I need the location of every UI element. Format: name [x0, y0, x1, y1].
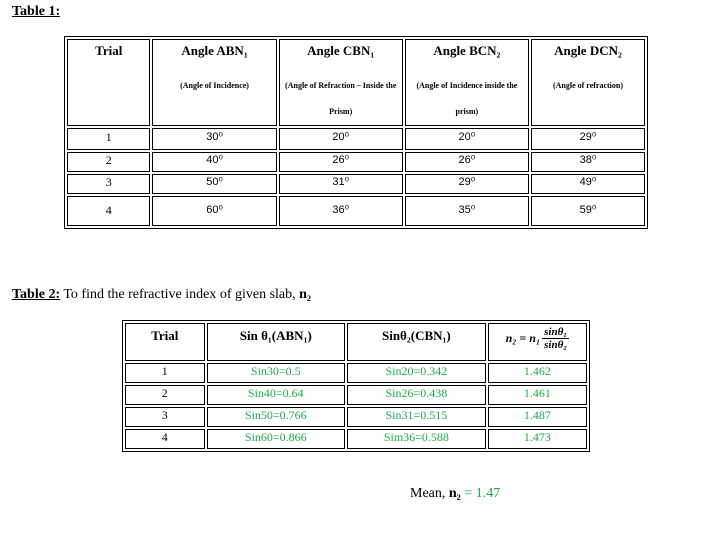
table-cell: Sin30=0.5	[207, 363, 345, 383]
table-cell: 38⁰	[531, 152, 645, 172]
header-label: Angle CBN₁	[307, 43, 375, 58]
table-cell: 26⁰	[279, 152, 403, 172]
table1-header-dcn2	[531, 39, 645, 126]
table-cell: 40⁰	[152, 152, 276, 172]
header-label: Angle ABN₁	[181, 43, 248, 58]
mean-label: Mean,	[410, 486, 449, 501]
table-cell: 1.473	[488, 429, 587, 449]
table2-header-formula	[488, 323, 587, 361]
table-row	[67, 196, 645, 226]
table-cell: Sin20=0.342	[347, 363, 486, 383]
mean-refractive-index	[410, 486, 500, 502]
table-cell: 20⁰	[405, 128, 529, 150]
table1	[64, 36, 648, 229]
table1-title: Table 1:	[12, 4, 61, 19]
table2-title	[12, 287, 311, 303]
table-cell: Sin26=0.438	[347, 385, 486, 405]
table-cell: 50⁰	[152, 174, 276, 194]
header-label: Angle BCN₂	[433, 43, 501, 58]
table-cell: 3	[125, 407, 205, 427]
formula-numerator: sinθ₁	[544, 326, 568, 338]
table-row	[125, 363, 587, 383]
table-cell: 2	[67, 152, 150, 172]
table2-header-sin1: Sin θ₁(ABN₁)	[207, 323, 345, 361]
formula-fraction	[542, 326, 569, 351]
table-cell: 36⁰	[279, 196, 403, 226]
table-cell: 49⁰	[531, 174, 645, 194]
header-sublabel: (Angle of Incidence inside the prism)	[416, 81, 518, 116]
table-cell: 1.462	[488, 363, 587, 383]
formula-lhs: n₂ = n₁	[505, 331, 541, 345]
formula-denominator: sinθ₂	[544, 339, 568, 351]
table-cell: Sin40=0.64	[207, 385, 345, 405]
table-cell: 59⁰	[531, 196, 645, 226]
table-cell: 26⁰	[405, 152, 529, 172]
table2-title-text: To find the refractive index of given slab,	[63, 287, 300, 302]
table-cell: 1.461	[488, 385, 587, 405]
table-cell: 20⁰	[279, 128, 403, 150]
table-row	[125, 407, 587, 427]
table2-header-sin2: Sinθ₂(CBN₁)	[347, 323, 486, 361]
table-cell: 29⁰	[405, 174, 529, 194]
table-cell: 29⁰	[531, 128, 645, 150]
table-cell: Sin50=0.766	[207, 407, 345, 427]
mean-symbol: n₂	[448, 486, 461, 501]
table-cell: 4	[125, 429, 205, 449]
table-cell: 60⁰	[152, 196, 276, 226]
table-cell: 4	[67, 196, 150, 226]
table-cell: 3	[67, 174, 150, 194]
table-row	[67, 152, 645, 172]
table2-header-row	[125, 323, 587, 361]
table-row	[67, 128, 645, 150]
table1-header-bcn2	[405, 39, 529, 126]
header-label: Trial	[95, 43, 123, 58]
table2-title-symbol: n₂	[299, 287, 312, 302]
table1-header-abn1	[152, 39, 276, 126]
table-row	[125, 385, 587, 405]
header-sublabel: (Angle of Incidence)	[180, 81, 249, 90]
table-cell: 2	[125, 385, 205, 405]
table1-header-cbn1	[279, 39, 403, 126]
table-cell: 1	[125, 363, 205, 383]
header-sublabel: (Angle of refraction)	[552, 81, 624, 90]
table-cell: 1	[67, 128, 150, 150]
table1-header-trial	[67, 39, 150, 126]
table-cell: 1.487	[488, 407, 587, 427]
table-cell: 30⁰	[152, 128, 276, 150]
table-cell: 31⁰	[279, 174, 403, 194]
refractive-index-formula	[506, 326, 570, 351]
table-cell: 35⁰	[405, 196, 529, 226]
table-row	[67, 174, 645, 194]
table-row	[125, 429, 587, 449]
table-cell: Sin31=0.515	[347, 407, 486, 427]
table2-header-trial: Trial	[125, 323, 205, 361]
table2	[122, 320, 590, 452]
table2-title-label: Table 2:	[12, 287, 61, 302]
table1-header-row	[67, 39, 645, 126]
table-cell: Sim36=0.588	[347, 429, 486, 449]
header-sublabel: (Angle of Refraction – Inside the Prism)	[285, 81, 397, 116]
table-cell: Sin60=0.866	[207, 429, 345, 449]
mean-value: = 1.47	[460, 486, 501, 501]
header-label: Angle DCN₂	[554, 43, 622, 58]
